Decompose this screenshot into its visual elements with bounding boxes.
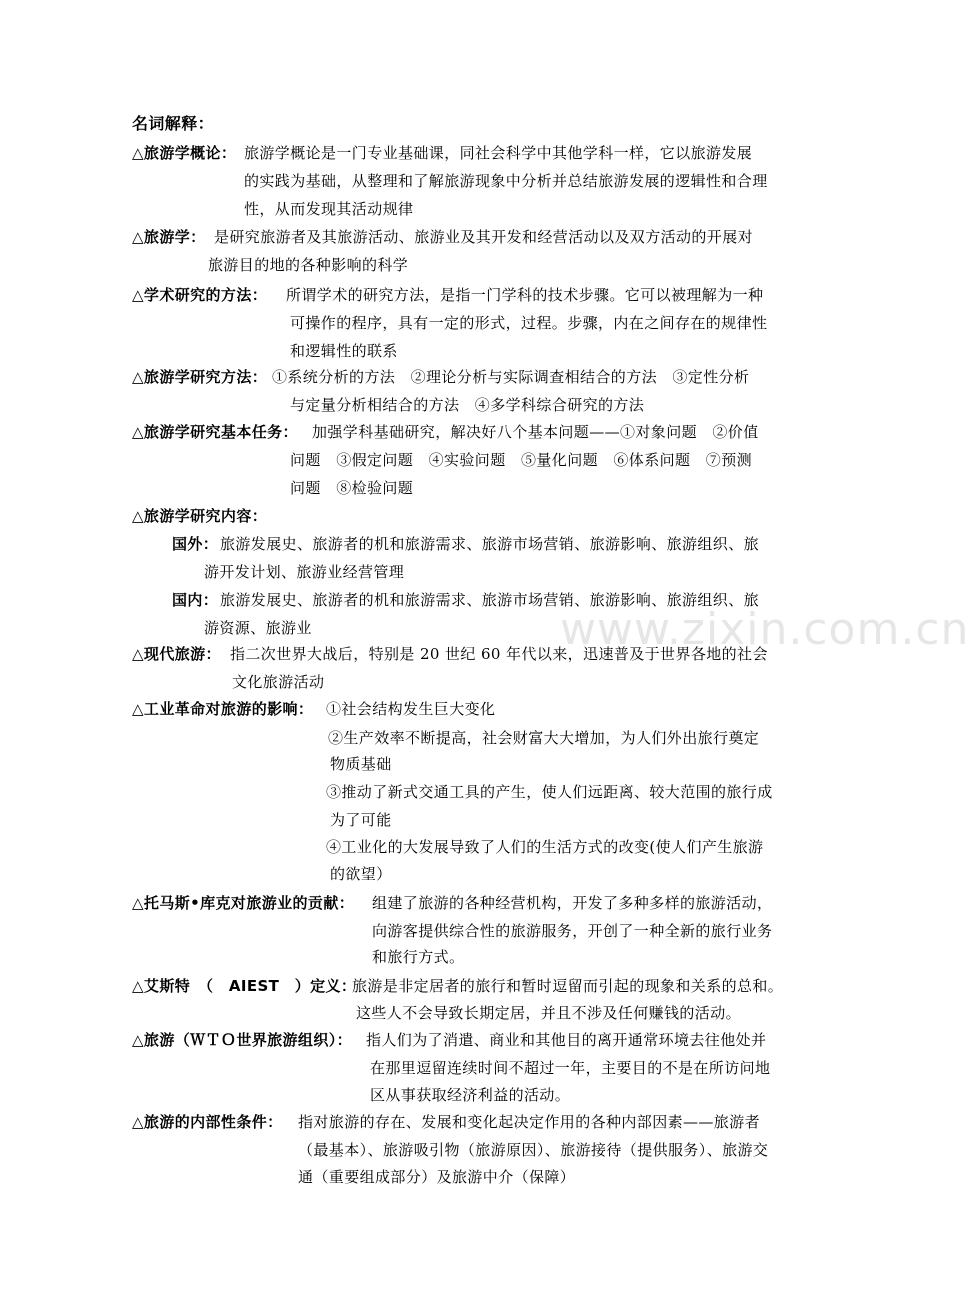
definition-line: 旅游发展史、旅游者的机和旅游需求、旅游市场营销、旅游影响、旅游组织、旅: [220, 535, 760, 553]
watermark: www.zixin.com.cn: [560, 604, 969, 655]
definition-line: ③推动了新式交通工具的产生，使人们远距离、较大范围的旅行成: [326, 783, 773, 801]
definition-line: 问题 ⑧检验问题: [290, 479, 414, 497]
definition-line: 指二次世界大战后，特别是 20 世纪 60 年代以来，迅速普及于世界各地的社会: [230, 645, 768, 663]
definition-line: 游开发计划、旅游业经营管理: [204, 563, 405, 581]
definition-line: 可操作的程序，具有一定的形式，过程。步骤，内在之间存在的规律性: [290, 314, 768, 332]
term-research-methods: △旅游学研究方法：: [132, 368, 268, 386]
definition-line: 区从事获取经济利益的活动。: [370, 1086, 571, 1104]
definition-line: （最基本）、旅游吸引物（旅游原因）、旅游接待（提供服务）、旅游交: [298, 1141, 769, 1159]
definition-line: 向游客提供综合性的旅游服务，开创了一种全新的旅行业务: [372, 922, 773, 940]
definition-line: ④工业化的大发展导致了人们的生活方式的改变(使人们产生旅游: [326, 838, 764, 856]
term-research-content: △旅游学研究内容：: [132, 507, 268, 525]
definition-line: 文化旅游活动: [232, 673, 325, 691]
definition-line: 这些人不会导致长期定居，并且不涉及任何赚钱的活动。: [356, 1004, 742, 1022]
definition-line: 在那里逗留连续时间不超过一年，主要目的不是在所访问地: [370, 1059, 771, 1077]
term-academic-method: △学术研究的方法：: [132, 286, 268, 304]
term-research-tasks: △旅游学研究基本任务：: [132, 423, 298, 441]
definition-line: 的实践为基础，从整理和了解旅游现象中分析并总结旅游发展的逻辑性和合理: [244, 172, 768, 190]
definition-line: 组建了旅游的各种经营机构，开发了多种多样的旅游活动，: [372, 894, 773, 912]
definition-line: 旅游目的地的各种影响的科学: [208, 256, 409, 274]
term-internal-conditions: △旅游的内部性条件：: [132, 1113, 283, 1131]
definition-line: 和旅行方式。: [372, 948, 465, 966]
subterm-domestic: 国内：: [172, 591, 219, 609]
definition-line: 通（重要组成部分）及旅游中介（保障）: [298, 1168, 576, 1186]
definition-line: 性，从而发现其活动规律: [244, 200, 414, 218]
term-modern-tourism: △现代旅游：: [132, 645, 221, 663]
definition-line: 是研究旅游者及其旅游活动、旅游业及其开发和经营活动以及双方活动的开展对: [214, 228, 754, 246]
definition-line: 为了可能: [330, 811, 392, 829]
definition-line: ②生产效率不断提高，社会财富大大增加，为人们外出旅行奠定: [328, 729, 760, 747]
definition-line: 问题 ③假定问题 ④实验问题 ⑤量化问题 ⑥体系问题 ⑦预测: [290, 451, 753, 469]
term-thomas-cook: △托马斯•库克对旅游业的贡献：: [132, 894, 355, 912]
definition-line: 指人们为了消遣、商业和其他目的离开通常环境去往他处并: [366, 1031, 767, 1049]
definition-line: 游资源、旅游业: [204, 619, 312, 637]
definition-line: 和逻辑性的联系: [290, 342, 398, 360]
definition-line: ①系统分析的方法 ②理论分析与实际调查相结合的方法 ③定性分析: [272, 368, 750, 386]
definition-line: 旅游学概论是一门专业基础课，同社会科学中其他学科一样，它以旅游发展: [244, 144, 753, 162]
definition-line: 的欲望）: [330, 865, 392, 883]
term-wto-definition: △旅游（ＷＴＯ世界旅游组织）：: [132, 1031, 353, 1049]
definition-line: 旅游是非定居者的旅行和暂时逗留而引起的现象和关系的总和。: [352, 977, 784, 995]
definition-line: 旅游发展史、旅游者的机和旅游需求、旅游市场营销、旅游影响、旅游组织、旅: [220, 591, 760, 609]
definition-line: 物质基础: [330, 755, 392, 773]
definition-line: 与定量分析相结合的方法 ④多学科综合研究的方法: [290, 396, 645, 414]
definition-line: 指对旅游的存在、发展和变化起决定作用的各种内部因素——旅游者: [298, 1113, 761, 1131]
subterm-abroad: 国外：: [172, 535, 219, 553]
term-tourism-studies: △旅游学：: [132, 228, 206, 246]
term-tourism-intro: △旅游学概论：: [132, 144, 237, 162]
term-aiest-definition: △艾斯特 （ AIEST ）定义：: [132, 977, 357, 995]
term-industrial-revolution: △工业革命对旅游的影响：: [132, 700, 314, 718]
definition-line: ①社会结构发生巨大变化: [326, 700, 496, 718]
definition-line: 所谓学术的研究方法，是指一门学科的技术步骤。它可以被理解为一种: [286, 286, 764, 304]
definition-line: 加强学科基础研究，解决好八个基本问题——①对象问题 ②价值: [312, 423, 759, 441]
page-heading: 名词解释：: [132, 114, 215, 133]
